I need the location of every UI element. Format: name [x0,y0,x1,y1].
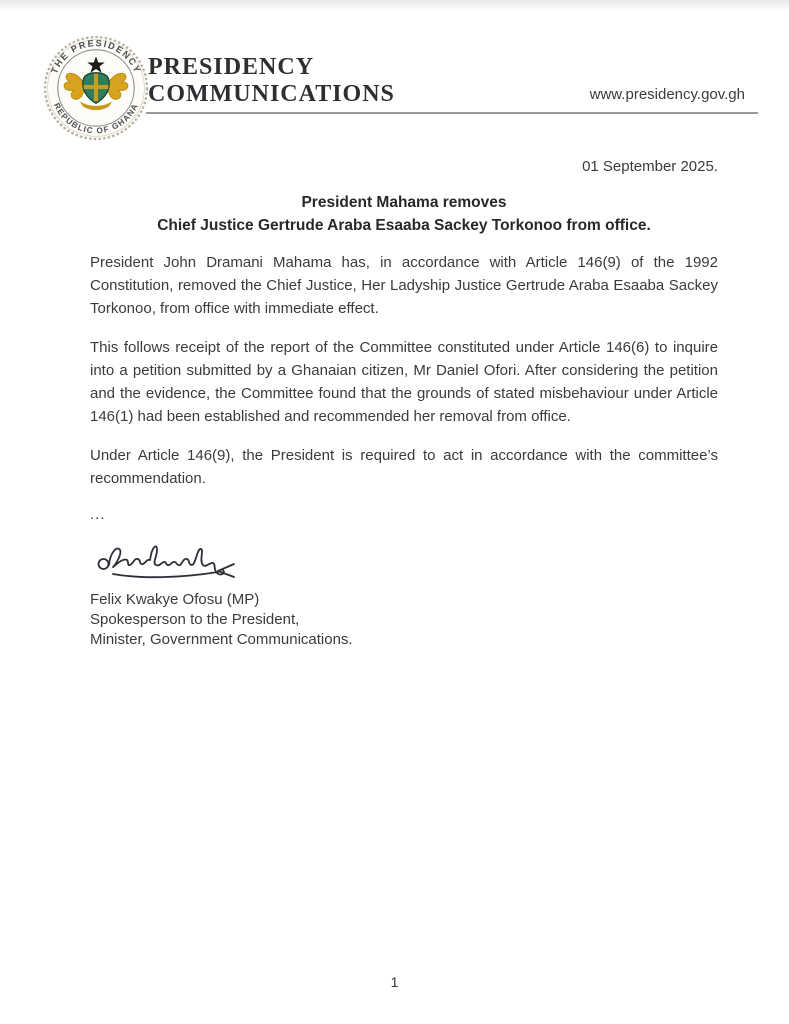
org-title [148,54,395,108]
org-title-line2: COMMUNICATIONS [148,80,395,107]
org-title-line1: PRESIDENCY [148,54,315,80]
letter-title-line1: President Mahama removes [301,194,507,211]
signatory-role-1: Spokesperson to the President, [90,611,300,628]
paragraph-2: This follows receipt of the report of the Committee constituted under Article 146(6) to inquire into a petition submitted by a Ghanaian citizen, Mr Daniel Ofori. After considering the petition and the evidence, the Committee found that the grounds of stated misbehaviour under Article 146(1) had been established and recommended her removal from office. [90,339,718,425]
signatory-name: Felix Kwakye Ofosu (MP) [90,591,260,608]
page-number: 1 [390,974,399,990]
header-divider [146,112,758,114]
seal-top-text: THE PRESIDENCY [49,38,143,76]
paragraph-1: President John Dramani Mahama has, in accordance with Article 146(9) of the 1992 Constitution, removed the Chief Justice, Her Ladyship Justice Gertrude Araba Esaaba Sackey Torkonoo, from office with immediate effect. [90,254,718,317]
paragraph-3: Under Article 146(9), the President is required to act in accordance with the committee’s recommendation. [90,447,718,487]
letter-date: 01 September 2025. [582,158,718,175]
letter-title [90,191,718,237]
presidency-seal-logo [42,34,150,142]
end-of-text-marker: ... [90,506,106,523]
photo-edge-shading [0,0,789,10]
signatory-role-2: Minister, Government Communications. [90,631,353,648]
seal-bottom-text: REPUBLIC OF GHANA [51,101,141,136]
signatory-block [90,590,718,650]
website-url: www.presidency.gov.gh [589,86,745,103]
letter-title-line2: Chief Justice Gertrude Araba Esaaba Sackey Torkonoo from office. [157,217,651,234]
letter-body [90,158,718,650]
handwritten-signature [96,533,246,583]
